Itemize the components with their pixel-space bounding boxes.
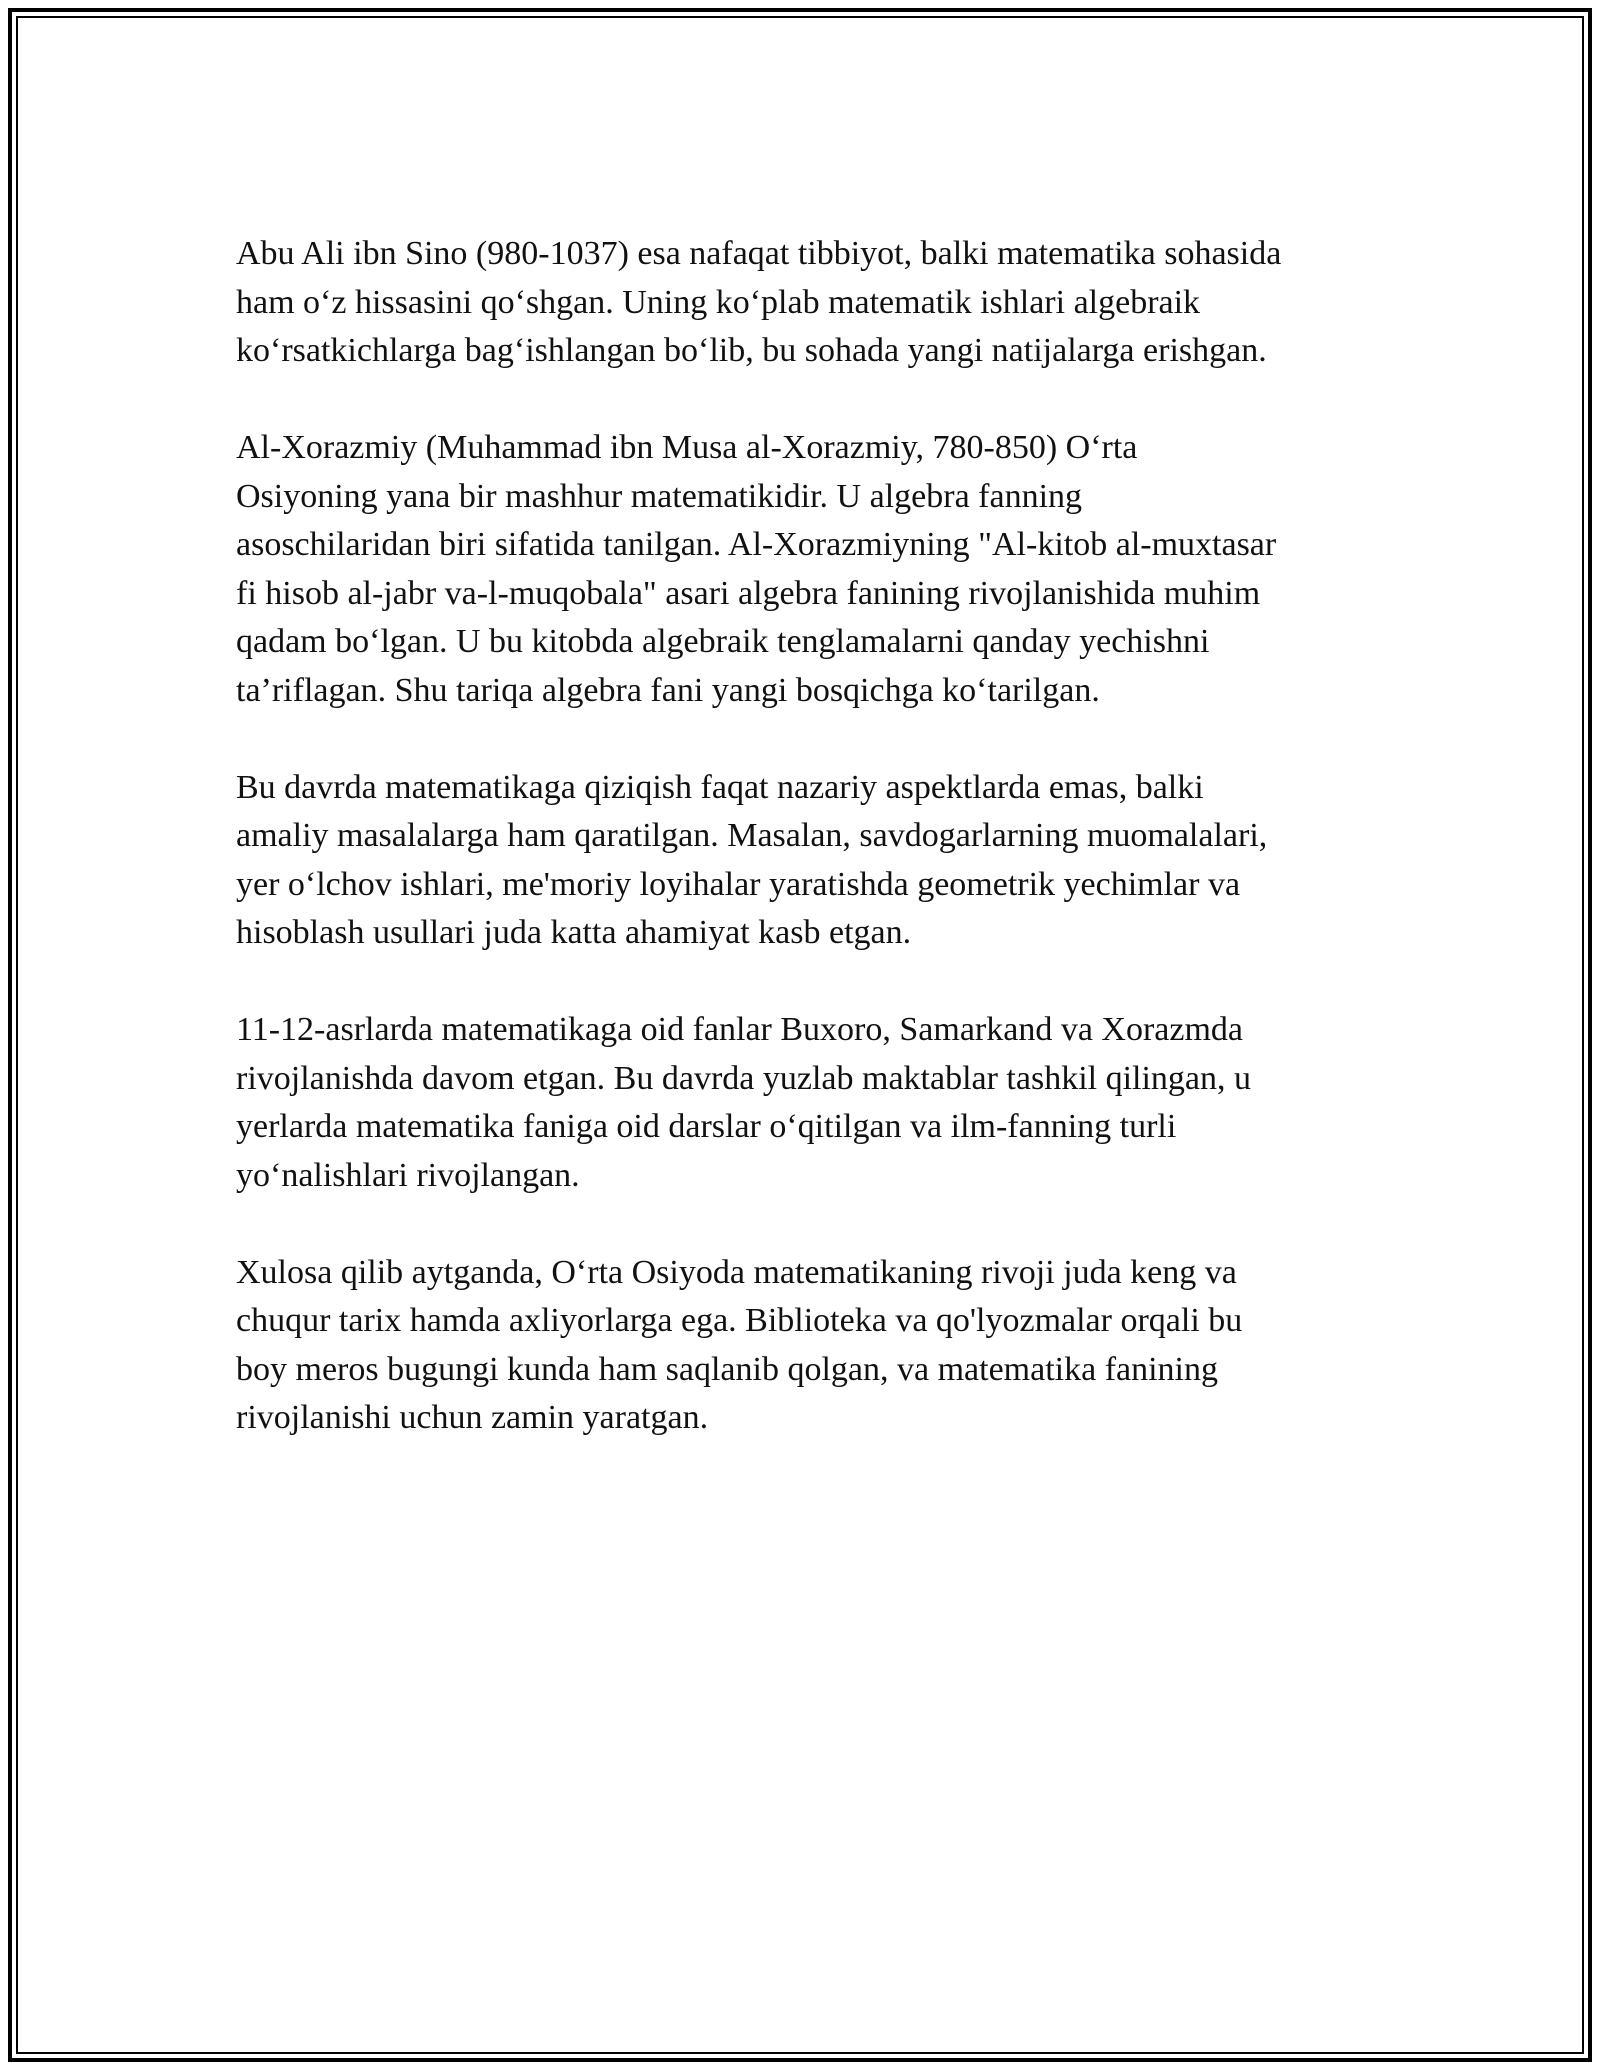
paragraph-11-12-centuries: 11-12-asrlarda matematikaga oid fanlar Buxoro, Samarkand va Xorazmda rivojlanishda davom etgan. Bu davrda yuzlab maktablar tashkil qilingan, u yerlarda matematika faniga oid darslar o‘qitilgan va ilm-fanning turli yo‘nalishlari rivojlangan. [236,1011,1252,1194]
paragraph-al-xorazmiy: Al-Xorazmiy (Muhammad ibn Musa al-Xorazmiy, 780-850) O‘rta Osiyoning yana bir mashhur matematikidir. U algebra fanning asoschilaridan biri sifatida tanilgan. Al-Xorazmiyning "Al-kitob al-muxtasar fi hisob al-jabr va-l-muqobala" asari algebra fanining rivojlanishida muhim qadam bo‘lgan. U bu kitobda algebraik tenglamalarni qanday yechishni ta’riflagan. Shu tariqa algebra fani yangi bosqichga ko‘tarilgan. [236,429,1277,709]
paragraph-ibn-sino: Abu Ali ibn Sino (980-1037) esa nafaqat tibbiyot, balki matematika sohasida ham o‘z hissasini qo‘shgan. Uning ko‘plab matematik ishlari algebraik ko‘rsatkichlarga bag‘ishlangan bo‘lib, bu sohada yangi natijalarga erishgan. [236,235,1282,369]
document-body [236,230,1376,1491]
paragraph-practical-mathematics: Bu davrda matematikaga qiziqish faqat nazariy aspektlarda emas, balki amaliy masalalarga ham qaratilgan. Masalan, savdogarlarning muomalalari, yer o‘lchov ishlari, me'moriy loyihalar yaratishda geometrik yechimlar va hisoblash usullari juda katta ahamiyat kasb etgan. [236,768,1268,951]
paragraph-conclusion: Xulosa qilib aytganda, O‘rta Osiyoda matematikaning rivoji juda keng va chuqur tarix hamda axliyorlarga ega. Biblioteka va qo'lyozmalar orqali bu boy meros bugungi kunda ham saqlanib qolgan, va matematika fanining rivojlanishi uchun zamin yaratgan. [236,1253,1243,1436]
